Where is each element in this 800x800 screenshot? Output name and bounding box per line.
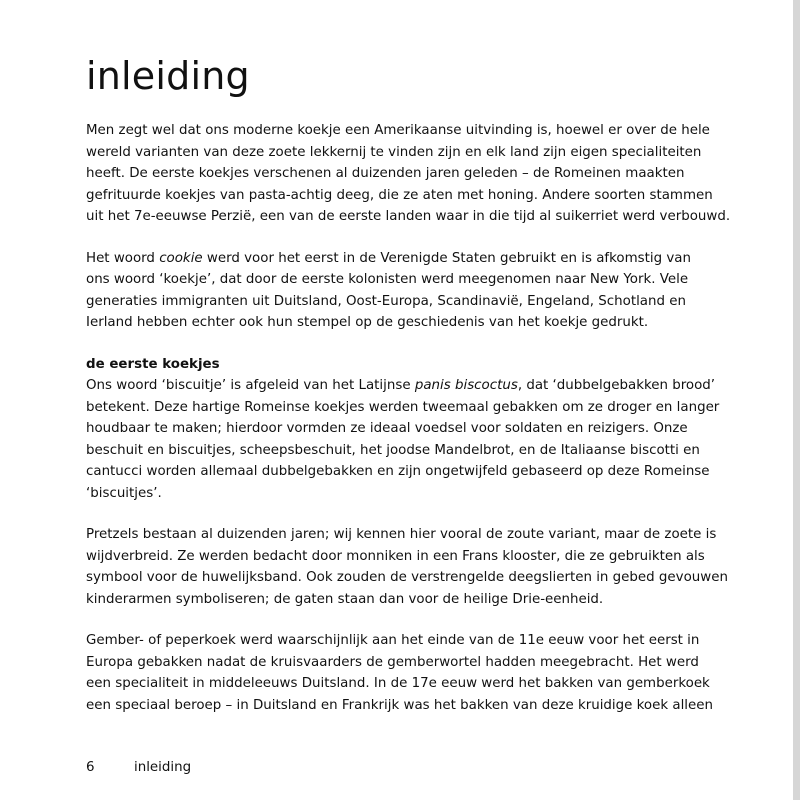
paragraph-3 [86, 354, 726, 505]
text-line: betekent. Deze hartige Romeinse koekjes werden tweemaal gebakken om ze droger en langer [86, 399, 720, 415]
text-line: ‘biscuitjes’. [86, 485, 162, 501]
text-line: gefrituurde koekjes van pasta-achtig deeg, die ze aten met honing. Andere soorten stammen [86, 187, 713, 203]
text-line: generaties immigranten uit Duitsland, Oost-Europa, Scandinavië, Engeland, Schotland en [86, 293, 686, 309]
text-line: cantucci worden allemaal dubbelgebakken en zijn ongetwijfeld gebaseerd op deze Romeinse [86, 464, 710, 479]
page-edge-shadow [793, 0, 800, 800]
running-footer-title: inleiding [134, 760, 192, 775]
page-number: 6 [86, 760, 95, 775]
text-segment: werd voor het eerst in de Verenigde Staten gebruikt en is afkomstig van [202, 250, 691, 266]
text-line: symbool voor de huwelijksband. Ook zouden de verstrengelde deegslierten in gebed gevouwen [86, 570, 728, 585]
text-line: Pretzels bestaan al duizenden jaren; wij kennen hier vooral de zoute variant, maar de zoete is [86, 527, 717, 542]
text-line [86, 375, 726, 397]
text-line: Men zegt wel dat ons moderne koekje een Amerikaanse uitvinding is, hoewel er over de hele [86, 123, 710, 138]
text-line: ons woord ‘koekje’, dat door de eerste kolonisten werd meegenomen naar New York. Vele [86, 272, 689, 287]
text-line: wijdverbreid. Ze werden bedacht door monniken in een Frans klooster, die ze gebruikten als [86, 548, 705, 564]
paragraph-2 [86, 248, 726, 334]
italic-term: panis biscoctus [414, 378, 518, 393]
text-line: Ierland hebben echter ook hun stempel op de geschiedenis van het koekje gedrukt. [86, 315, 649, 330]
text-line: uit het 7e-eeuwse Perzië, een van de eerste landen waar in die tijd al suikerriet werd verbouwd. [86, 209, 731, 224]
text-segment: Ons woord ‘biscuitje’ is afgeleid van het Latijnse [86, 378, 415, 393]
text-line: heeft. De eerste koekjes verschenen al duizenden jaren geleden – de Romeinen maakten [86, 166, 685, 181]
text-line: een speciaal beroep – in Duitsland en Frankrijk was het bakken van deze kruidige koek alleen [86, 697, 713, 713]
text-line [86, 248, 726, 270]
text-line: kinderarmen symboliseren; de gaten staan dan voor de heilige Drie-eenheid. [86, 591, 604, 607]
text-line: een specialiteit in middeleeuws Duitsland. In de 17e eeuw werd het bakken van gemberkoek [86, 676, 710, 691]
text-line: houdbaar te maken; hierdoor vormden ze ideaal voedsel voor soldaten en reizigers. Onze [86, 421, 688, 436]
text-segment: , dat ‘dubbelgebakken brood’ [517, 378, 716, 393]
text-line: Europa gebakken nadat de kruisvaarders de gemberwortel hadden meegebracht. Het werd [86, 654, 699, 670]
italic-term: cookie [159, 250, 203, 266]
page-footer [86, 760, 191, 775]
page-title: inleiding [86, 54, 250, 98]
text-line: beschuit en biscuitjes, scheepsbeschuit, het joodse Mandelbrot, en de Italiaanse biscotti en [86, 442, 700, 458]
paragraph-4 [86, 524, 726, 610]
section-heading: de eerste koekjes [86, 356, 220, 372]
text-segment: Het woord [86, 250, 160, 266]
text-line: Gember- of peperkoek werd waarschijnlijk aan het einde van de 11e eeuw voor het eerst in [86, 633, 700, 648]
body-text [86, 120, 731, 736]
text-line: wereld varianten van deze zoete lekkernij te vinden zijn en elk land zijn eigen specialiteiten [86, 144, 702, 160]
paragraph-5 [86, 630, 726, 716]
paragraph-1 [86, 120, 731, 228]
